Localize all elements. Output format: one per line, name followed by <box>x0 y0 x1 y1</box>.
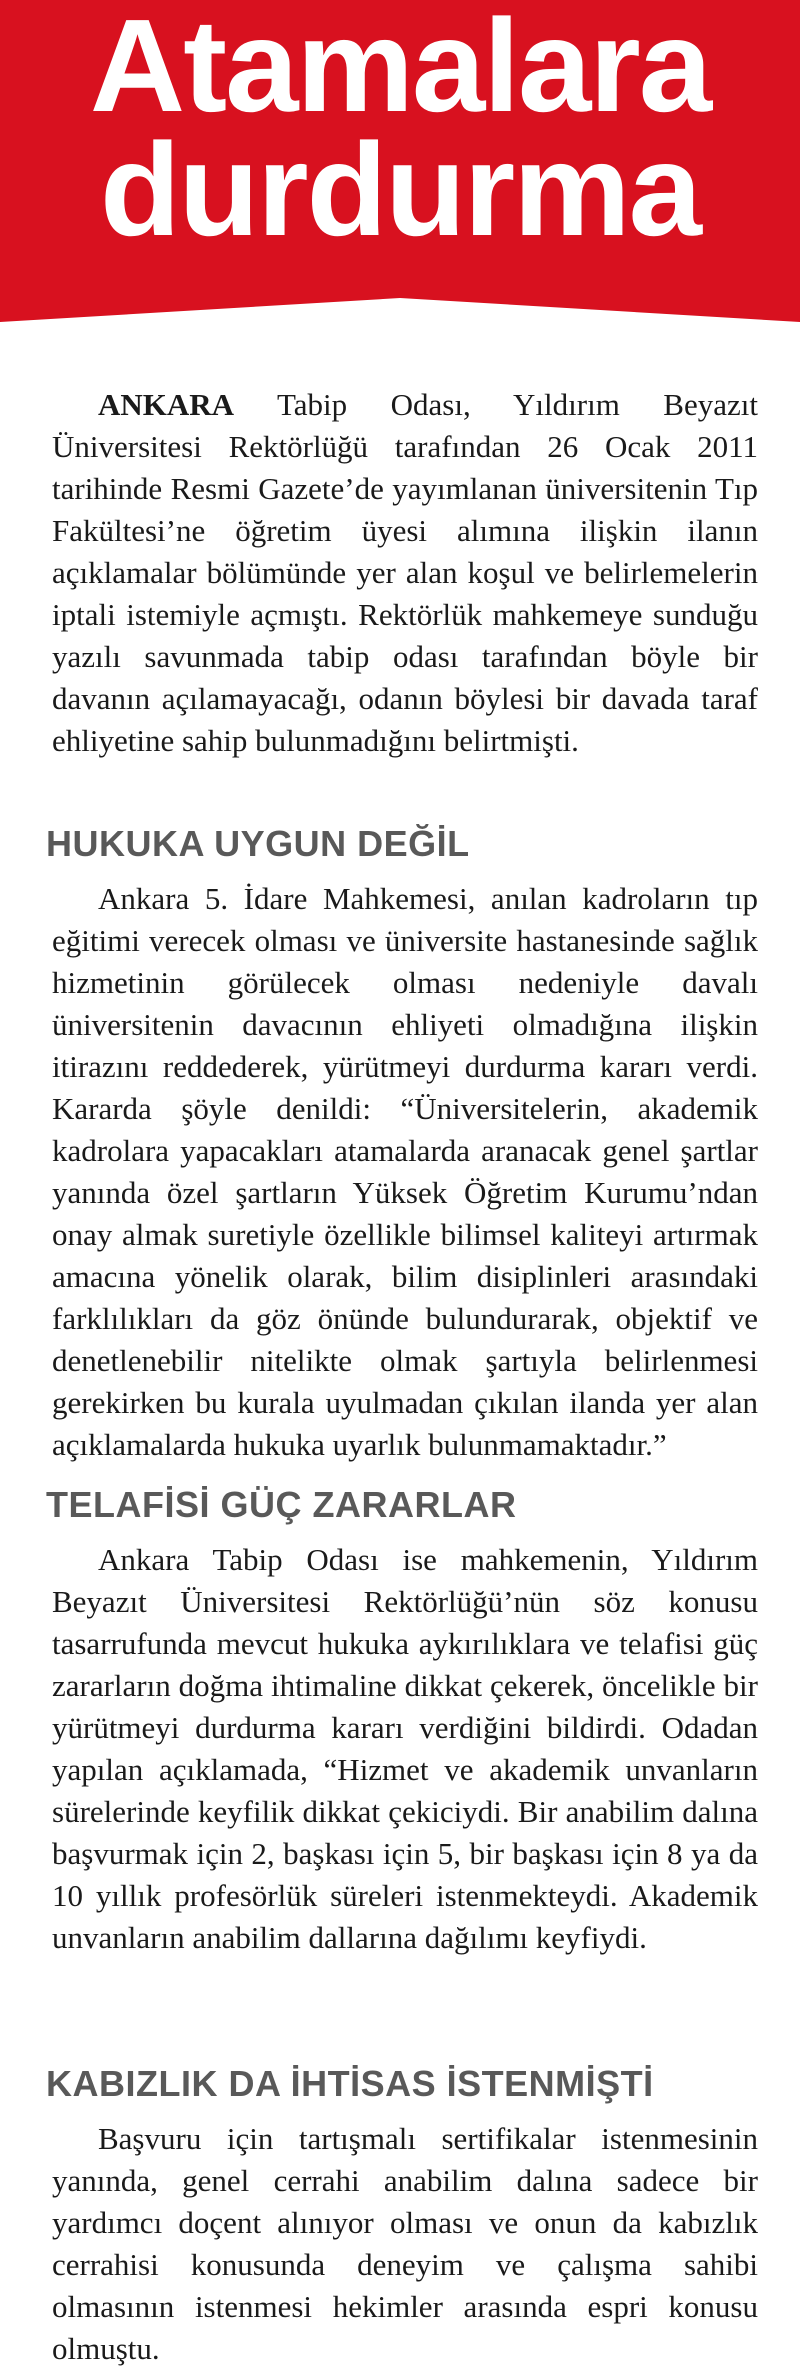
subhead-telafisi-guc-zararlar: TELAFİSİ GÜÇ ZARARLAR <box>46 1484 517 1525</box>
subhead-hukuka-uygun-degil: HUKUKA UYGUN DEĞİL <box>46 823 470 864</box>
paragraph-intro <box>52 384 758 762</box>
headline-line-1: Atamalara <box>89 0 711 139</box>
paragraph-certificates: Başvuru için tartışmalı sertifikalar istenmesinin yanında, genel cerrahi anabilim dalına sadece bir yardımcı doçent alınıyor olması ve onun da kabızlık cerrahisi konusunda deneyim ve çalışma sahibi olmasının istenmesi hekimler arasında espri konusu olmuştu. <box>52 2121 758 2366</box>
headline-line-2: durdurma <box>99 116 701 263</box>
paragraph-intro-text: Tabip Odası, Yıldırım Beyazıt Üniversitesi Rektörlüğü tarafından 26 Ocak 2011 tarihinde Resmi Gazete’de yayımlanan üniversitenin Tıp Fakültesi’ne öğretim üyesi alımına ilişkin ilanın açıklamalar bölümünde yer alan koşul ve belirlemelerin iptali istemiyle açmıştı. Rektörlük mahkemeye sunduğu yazılı savunmada tabip odası tarafından böyle bir davanın açılamayacağı, odanın böylesi bir davada taraf ehliyetine sahip bulunmadığını belirtmişti. <box>52 387 758 758</box>
headline <box>0 0 800 263</box>
paragraph-chamber-statement: Ankara Tabip Odası ise mahkemenin, Yıldırım Beyazıt Üniversitesi Rektörlüğü’nün söz konusu tasarrufunda mevcut hukuka aykırılıklara ve telafisi güç zararların doğma ihtimaline dikkat çekerek, öncelikle bir yürütmeyi durdurma kararı verdiğini bildirdi. Odadan yapılan açıklamada, “Hizmet ve akademik unvanların sürelerinde keyfilik dikkat çekiciydi. Bir anabilim dalına başvurmak için 2, başkası için 5, bir başkası için 8 ya da 10 yıllık profesörlük süreleri istenmekteydi. Akademik unvanların anabilim dallarına dağılımı keyfiydi. <box>52 1542 758 1955</box>
dateline: ANKARA <box>98 387 235 422</box>
paragraph-court-ruling: Ankara 5. İdare Mahkemesi, anılan kadroların tıp eğitimi verecek olması ve üniversite hastanesinde sağlık hizmetinin görülecek olması nedeniyle davalı üniversitenin davacının ehliyeti olmadığına ilişkin itirazını reddederek, yürütmeyi durdurma kararı verdi. Kararda şöyle denildi: “Üniversitelerin, akademik kadrolara yapacakları atamalarda aranacak genel şartlar yanında özel şartların Yüksek Öğretim Kurumu’ndan onay almak suretiyle özellikle bilimsel kaliteyi artırmak amacına yönelik olarak, bilim disiplinleri arasındaki farklılıkları da göz önünde bulundurarak, objektif ve denetlenebilir nitelikte olmak şartıyla belirlenmesi gerekirken bu kurala uyulmadan çıkılan ilanda yer alan açıklamalarda hukuka uyarlık bulunmamaktadır.” <box>52 881 758 1462</box>
subhead-kabizlik-da-ihtisas: KABIZLIK DA İHTİSAS İSTENMİŞTİ <box>46 2063 654 2104</box>
